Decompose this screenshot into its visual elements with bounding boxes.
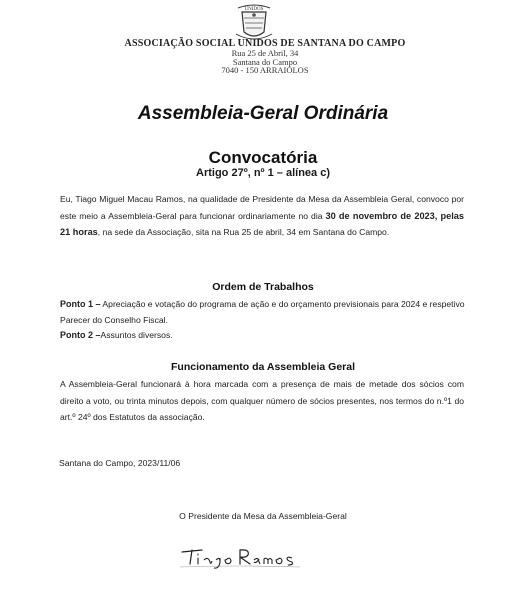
intro-text-end: , na sede da Associação, sita na Rua 25 de abril, 34 em Santana do Campo. [97,227,390,237]
functioning-paragraph: A Assembleia-Geral funcionará à hora marcada com a presença de mais de metade dos sócios com direito a voto, ou trinta minutos depois, com qualquer número de sócios presentes, nos termos do n.º1 do art.º 24º dos Estatutos da associação. [60,379,464,422]
document-subtitle: Convocatória [208,148,318,167]
agenda-item-1-label: Ponto 1 – [60,299,101,309]
agenda-heading: Ordem de Trabalhos [212,281,314,293]
signatory-role: O Presidente da Mesa da Assembleia-Geral [179,511,347,521]
address-locality: Santana do Campo [232,57,298,67]
handwritten-signature [176,540,306,570]
agenda-item-1 [60,296,465,328]
intro-paragraph [60,191,464,241]
association-logo [232,2,276,42]
intro-text: Eu, Tiago Miguel Macau Ramos, na qualidade de Presidente da Mesa da Assembleia Geral, convoco por este meio a Assembleia-Geral para funcionar ordinariamente no dia [60,194,464,221]
agenda-item-2 [60,327,465,343]
place-date: Santana do Campo, 2023/11/06 [59,458,181,468]
agenda-item-2-text: Assuntos diversos. [100,330,173,340]
meeting-date: 30 de novembro de 2023, pelas 21 horas [60,210,464,237]
agenda-item-2-label: Ponto 2 – [60,330,101,340]
functioning-heading: Funcionamento da Assembleia Geral [171,361,355,373]
address-street: Rua 25 de Abril, 34 [231,48,299,58]
organization-name: ASSOCIAÇÃO SOCIAL UNIDOS DE SANTANA DO CAMPO [124,38,406,49]
article-reference: Artigo 27º, nº 1 – alínea c) [196,167,330,179]
address-postal: 7040 - 150 ARRAIOLOS [221,65,309,75]
document-title: Assembleia-Geral Ordinária [137,103,389,124]
svg-text:UNIDOS: UNIDOS [244,7,264,12]
agenda-item-1-text: Apreciação e votação do programa de ação e do orçamento previsionais para 2024 e respetivo Parecer do Conselho Fiscal. [60,299,465,325]
